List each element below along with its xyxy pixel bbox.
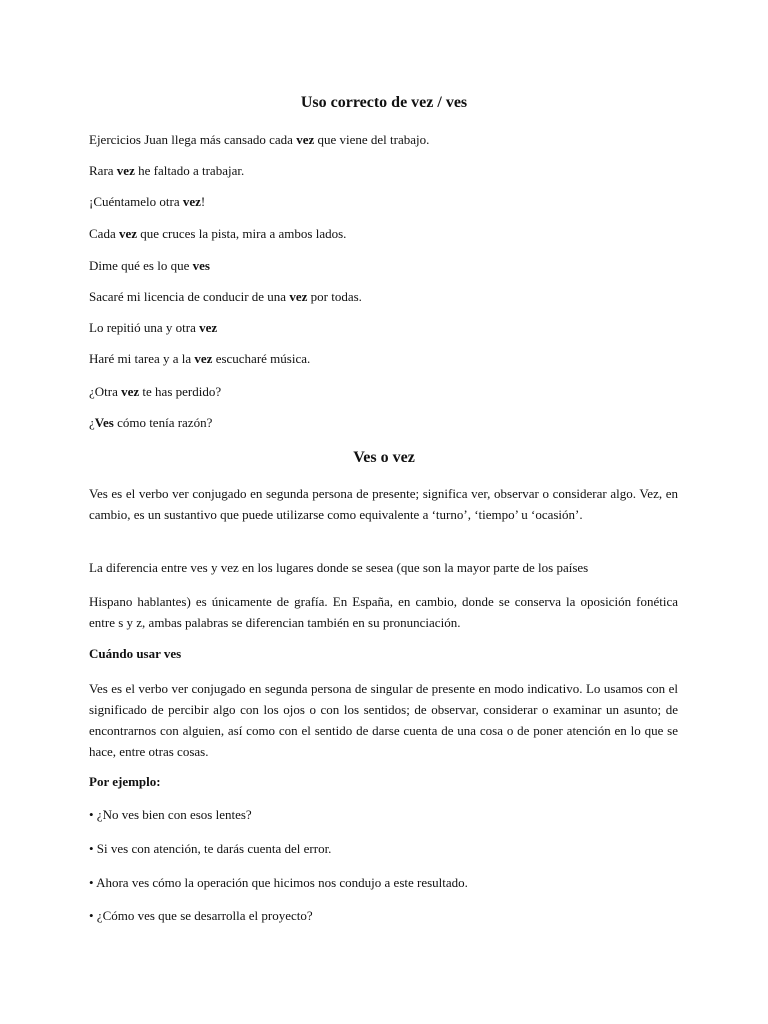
example-text: ! [200,194,206,209]
example-text: cómo tenía razón? [113,415,213,430]
example-line [89,415,212,431]
example-text: Cada [89,226,119,241]
example-keyword: vez [118,226,138,241]
example-keyword: vez [289,289,308,304]
example-keyword: vez [296,132,315,147]
example-text: Rara [89,163,117,178]
example-text: Dime qué es lo que [89,258,193,273]
example-text: ¡Cuéntamelo otra [89,194,183,209]
example-text: Ejercicios Juan llega más cansado cada [89,132,297,147]
example-text: ¿Otra [89,384,122,399]
bullet-item: • Ahora ves cómo la operación que hicimos nos condujo a este resultado. [89,875,468,890]
example-text: Sacaré mi licencia de conducir de una [89,289,290,304]
heading-por-ejemplo: Por ejemplo: [89,774,161,789]
paragraph-definition: Ves es el verbo ver conjugado en segunda persona de presente; significa ver, observar o considerar algo. Vez, en cambio, es un sustantivo que puede utilizarse como equivalente a ‘turno’, ‘tiempo’ u ‘ocasión’. [89,486,678,522]
example-line [89,132,429,148]
example-keyword: vez [199,320,218,335]
example-keyword: vez [121,384,140,399]
example-keyword: vez [182,194,201,209]
example-text: he faltado a trabajar. [134,163,245,178]
bullet-item: • ¿Cómo ves que se desarrolla el proyecto? [89,908,313,923]
heading-cuando-usar: Cuándo usar ves [89,646,182,661]
example-keyword: Ves [94,415,114,430]
example-text: te has perdido? [139,384,222,399]
bullet-item: • Si ves con atención, te darás cuenta del error. [89,841,332,856]
example-text: Haré mi tarea y a la [89,351,195,366]
example-line [89,194,205,210]
example-text: que cruces la pista, mira a ambos lados. [137,226,347,241]
paragraph-difference: La diferencia entre ves y vez en los lugares donde se sesea (que son la mayor parte de los países [89,560,589,575]
example-keyword: vez [194,351,213,366]
example-line [89,351,310,367]
example-text: por todas. [307,289,362,304]
example-line [89,320,217,336]
example-text: que viene del trabajo. [314,132,430,147]
paragraph-usage: Ves es el verbo ver conjugado en segunda persona de singular de presente en modo indicativo. Lo usamos con el significado de percibir algo con los ojos o con los sentidos; de observar, considerar o examinar un asunto; de encontrarnos con alguien, así como con el sentido de darse cuenta de una cosa o de poner atención en lo que se hace, entre otras cosas. [89,681,678,759]
paragraph-pronunciation: Hispano hablantes) es únicamente de grafía. En España, en cambio, donde se conserva la oposición fonética entre s y z, ambas palabras se diferencian también en su pronunciación. [89,594,678,630]
example-text: escucharé música. [212,351,311,366]
example-line [89,163,244,179]
section-title: Ves o vez [353,449,415,466]
example-line [89,289,362,305]
example-keyword: vez [116,163,135,178]
example-keyword: ves [192,258,210,273]
example-line [89,258,210,274]
bullet-item: • ¿No ves bien con esos lentes? [89,807,252,822]
example-text: Lo repitió una y otra [89,320,200,335]
example-line [89,384,221,400]
document-title: Uso correcto de vez / ves [300,94,468,111]
example-text: ¿ [89,415,95,430]
example-line [89,226,346,242]
